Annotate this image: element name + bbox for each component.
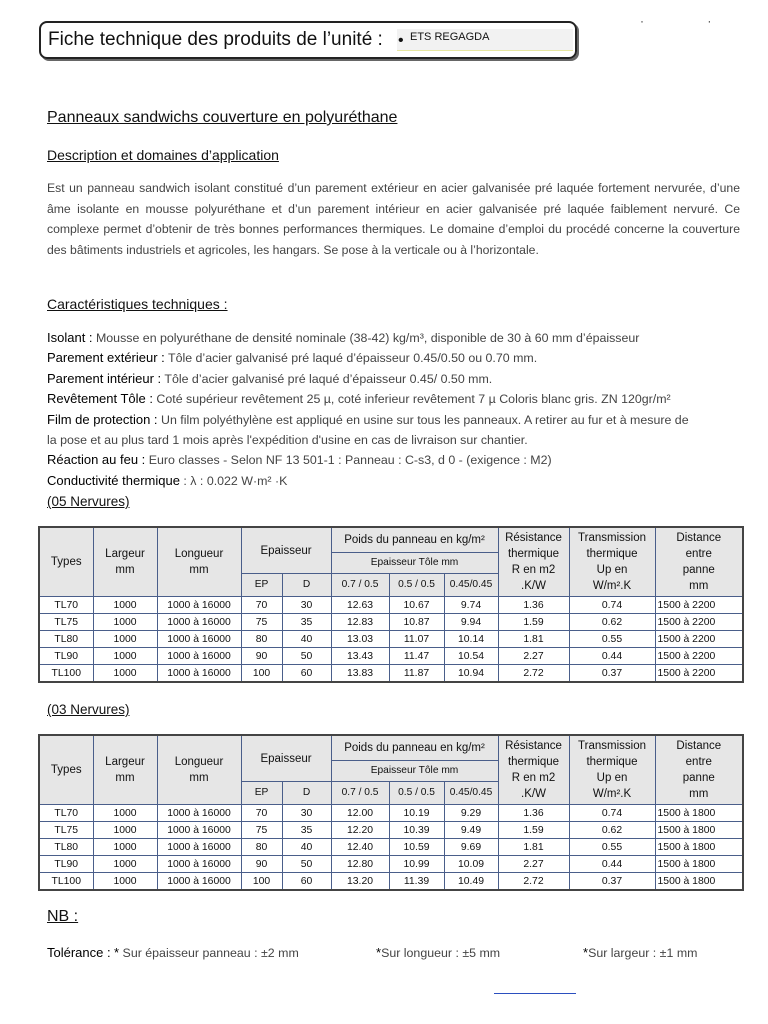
header-resistance-l1: Résistance: [505, 740, 562, 752]
header-d: D: [282, 574, 331, 597]
spec-label: Isolant :: [47, 330, 93, 345]
cell-type: TL70: [39, 597, 93, 614]
cell-distance: 1500 à 2200: [655, 648, 743, 665]
cell-ep: 100: [241, 665, 282, 683]
header-types: Types: [39, 735, 93, 805]
cell-type: TL80: [39, 839, 93, 856]
cell-longueur: 1000 à 16000: [157, 873, 241, 891]
star-icon: *: [376, 945, 382, 960]
cell-ep: 70: [241, 597, 282, 614]
cell-resistance: 1.59: [498, 614, 569, 631]
header-resistance-l4: .K/W: [521, 580, 546, 592]
cell-longueur: 1000 à 16000: [157, 805, 241, 822]
header-resistance: [498, 527, 569, 597]
header-transmission-l1: Transmission: [578, 740, 646, 752]
cell-d: 60: [282, 665, 331, 683]
header-epaisseur: Epaisseur: [241, 527, 331, 574]
header-resistance: [498, 735, 569, 805]
cell-poids-t1: 12.20: [331, 822, 389, 839]
cell-transmission: 0.74: [569, 805, 655, 822]
spec-value: Un film polyéthylène est appliqué en usine sur tous les panneaux. A retirer au fur et à mesure de: [157, 412, 689, 427]
header-transmission: [569, 735, 655, 805]
spec-value: Coté supérieur revêtement 25 µ, coté inferieur revêtement 7 µ Coloris blanc gris. ZN 120gr/m²: [152, 392, 671, 407]
cell-transmission: 0.44: [569, 856, 655, 873]
cell-longueur: 1000 à 16000: [157, 614, 241, 631]
cell-distance: 1500 à 2200: [655, 665, 743, 683]
header-resistance-l4: .K/W: [521, 788, 546, 800]
cell-type: TL100: [39, 665, 93, 683]
cell-ep: 80: [241, 839, 282, 856]
header-longueur-unit: mm: [189, 772, 209, 784]
cell-d: 30: [282, 805, 331, 822]
cell-distance: 1500 à 1800: [655, 873, 743, 891]
spec-value: Euro classes - Selon NF 13 501-1 : Panneau : C-s3, d 0 - (exigence : M2): [145, 453, 552, 468]
cell-d: 50: [282, 648, 331, 665]
spec-value: : λ : 0.022 W·m² ·K: [179, 473, 288, 488]
cell-poids-t1: 13.03: [331, 631, 389, 648]
description-text: Est un panneau sandwich isolant constitué d’un parement extérieur en acier galvanisée pré laquée fortement nervurée, d’une âme isolante en mousse polyuréthane et d’un parement intérieur en acier galvanisée pré laquée faiblement nervuré. Ce complexe permet d’obtenir de très bonnes performances thermiques. Le domaine d’emploi du procédé concerne la couverture des bâtiments industriels et agricoles, les hangars. Se pose à la verticale ou à l’horizontale.: [47, 181, 740, 257]
cell-ep: 75: [241, 614, 282, 631]
cell-poids-t2: 10.67: [389, 597, 444, 614]
header-resistance-l1: Résistance: [505, 532, 562, 544]
table-row: [39, 631, 743, 648]
spec-label: Conductivité thermique: [47, 472, 180, 488]
cell-poids-t3: 9.94: [444, 614, 498, 631]
page-title: Fiche technique des produits de l’unité :: [48, 29, 383, 50]
cell-transmission: 0.55: [569, 839, 655, 856]
cell-resistance: 1.59: [498, 822, 569, 839]
star-icon: *: [583, 945, 589, 960]
cell-resistance: 1.81: [498, 839, 569, 856]
cell-longueur: 1000 à 16000: [157, 822, 241, 839]
cell-type: TL70: [39, 805, 93, 822]
cell-largeur: 1000: [93, 805, 157, 822]
header-distance: [655, 527, 743, 597]
cell-poids-t1: 13.83: [331, 665, 389, 683]
cell-poids-t1: 13.20: [331, 873, 389, 891]
header-box: [39, 21, 577, 59]
spec-label: Parement intérieur :: [47, 370, 162, 386]
cell-poids-t1: 12.83: [331, 614, 389, 631]
cell-poids-t2: 11.39: [389, 873, 444, 891]
header-resistance-l2: thermique: [507, 548, 560, 560]
cell-poids-t2: 10.99: [389, 856, 444, 873]
cell-largeur: 1000: [93, 597, 157, 614]
header-resistance-l2: thermique: [507, 756, 560, 768]
cell-transmission: 0.37: [569, 665, 655, 683]
table-row: [39, 648, 743, 665]
cell-poids-t3: 10.94: [444, 665, 498, 683]
table-title-03: (03 Nervures): [47, 702, 130, 717]
cell-poids-t2: 11.47: [389, 648, 444, 665]
cell-resistance: 1.81: [498, 631, 569, 648]
cell-distance: 1500 à 2200: [655, 631, 743, 648]
spec-value: Tôle d’acier galvanisé pré laqué d’épaisseur 0.45/ 0.50 mm.: [161, 371, 493, 386]
header-largeur: [93, 735, 157, 805]
spec-film-protection-cont: [47, 430, 747, 450]
cell-d: 60: [282, 873, 331, 891]
header-largeur-unit: mm: [115, 564, 135, 576]
spec-conductivite: [47, 471, 747, 491]
cell-resistance: 2.72: [498, 665, 569, 683]
header-distance-l2: entre: [685, 756, 712, 768]
top-dots: · ·: [640, 14, 742, 28]
spec-label: Revêtement Tôle :: [47, 391, 153, 407]
cell-type: TL75: [39, 614, 93, 631]
cell-longueur: 1000 à 16000: [157, 856, 241, 873]
tolerance-epaisseur-text: Sur épaisseur panneau : ±2 mm: [119, 946, 299, 960]
cell-transmission: 0.62: [569, 614, 655, 631]
cell-d: 50: [282, 856, 331, 873]
cell-ep: 90: [241, 856, 282, 873]
header-epaisseur-tole: Epaisseur Tôle mm: [331, 761, 498, 782]
cell-transmission: 0.37: [569, 873, 655, 891]
cell-distance: 1500 à 1800: [655, 822, 743, 839]
spec-label: Parement extérieur :: [47, 350, 165, 366]
cell-poids-t3: 9.74: [444, 597, 498, 614]
header-largeur-label: Largeur: [105, 756, 145, 768]
cell-type: TL90: [39, 856, 93, 873]
header-transmission-l2: thermique: [586, 548, 638, 560]
table-row: [39, 665, 743, 683]
header-types: Types: [39, 527, 93, 597]
header-longueur: [157, 735, 241, 805]
header-resistance-l3: R en m2: [511, 564, 556, 576]
bullet-icon: •: [398, 32, 404, 49]
spec-film-protection: [47, 410, 747, 430]
header-d: D: [282, 782, 331, 805]
header-longueur-label: Longueur: [174, 548, 224, 560]
cell-type: TL75: [39, 822, 93, 839]
bottom-divider: [494, 993, 576, 994]
spec-revetement-tole: [47, 389, 747, 409]
cell-poids-t2: 10.59: [389, 839, 444, 856]
cell-longueur: 1000 à 16000: [157, 597, 241, 614]
cell-ep: 80: [241, 631, 282, 648]
cell-d: 40: [282, 839, 331, 856]
cell-ep: 90: [241, 648, 282, 665]
header-ep: EP: [241, 574, 282, 597]
cell-type: TL100: [39, 873, 93, 891]
header-distance: [655, 735, 743, 805]
cell-largeur: 1000: [93, 839, 157, 856]
header-transmission-l1: Transmission: [578, 532, 646, 544]
header-longueur-unit: mm: [189, 564, 209, 576]
characteristics-list: [47, 328, 747, 491]
cell-poids-t2: 10.87: [389, 614, 444, 631]
star-icon: *: [114, 945, 120, 960]
spec-label: Film de protection :: [47, 411, 158, 427]
cell-largeur: 1000: [93, 856, 157, 873]
table-title-05: (05 Nervures): [47, 494, 130, 509]
cell-longueur: 1000 à 16000: [157, 648, 241, 665]
nb-heading: NB :: [47, 908, 79, 925]
cell-type: TL90: [39, 648, 93, 665]
header-distance-l3: panne: [682, 564, 715, 576]
cell-distance: 1500 à 2200: [655, 614, 743, 631]
cell-largeur: 1000: [93, 614, 157, 631]
tolerance-label: Tolérance :: [47, 945, 111, 960]
description-heading: Description et domaines d’application: [47, 147, 279, 163]
cell-poids-t3: 9.49: [444, 822, 498, 839]
tolerance-longueur: [376, 945, 500, 960]
header-transmission-l3: Up en: [596, 564, 628, 576]
cell-resistance: 2.72: [498, 873, 569, 891]
cell-poids-t2: 10.19: [389, 805, 444, 822]
table-row: [39, 614, 743, 631]
header-tole-1: 0.7 / 0.5: [331, 574, 389, 597]
cell-poids-t2: 11.07: [389, 631, 444, 648]
cell-largeur: 1000: [93, 822, 157, 839]
cell-poids-t1: 12.00: [331, 805, 389, 822]
header-poids: Poids du panneau en kg/m²: [331, 527, 498, 553]
tolerance-longueur-text: Sur longueur : ±5 mm: [381, 946, 501, 960]
cell-ep: 100: [241, 873, 282, 891]
header-transmission-l4: W/m².K: [592, 580, 632, 592]
header-poids: Poids du panneau en kg/m²: [331, 735, 498, 761]
header-largeur-unit: mm: [115, 772, 135, 784]
table-row: [39, 822, 743, 839]
cell-ep: 75: [241, 822, 282, 839]
tolerance-epaisseur: [47, 945, 299, 960]
cell-poids-t3: 10.49: [444, 873, 498, 891]
cell-largeur: 1000: [93, 631, 157, 648]
cell-poids-t3: 10.14: [444, 631, 498, 648]
spec-reaction-feu: [47, 450, 747, 470]
cell-longueur: 1000 à 16000: [157, 665, 241, 683]
header-distance-l1: Distance: [676, 740, 722, 752]
table-row: [39, 856, 743, 873]
header-resistance-l3: R en m2: [511, 772, 556, 784]
tolerance-largeur: [583, 945, 697, 960]
header-ep: EP: [241, 782, 282, 805]
header-distance-l1: Distance: [676, 532, 722, 544]
spec-value: Mousse en polyuréthane de densité nominale (38-42) kg/m³, disponible de 30 à 60 mm d’épaisseur: [92, 331, 640, 345]
table-row: [39, 805, 743, 822]
header-tole-3: 0.45/0.45: [444, 782, 498, 805]
cell-type: TL80: [39, 631, 93, 648]
header-distance-l4: mm: [689, 580, 709, 592]
cell-transmission: 0.44: [569, 648, 655, 665]
cell-longueur: 1000 à 16000: [157, 839, 241, 856]
cell-poids-t1: 12.63: [331, 597, 389, 614]
cell-poids-t3: 10.09: [444, 856, 498, 873]
table-row: [39, 597, 743, 614]
spec-parement-exterieur: [47, 348, 747, 368]
cell-poids-t1: 13.43: [331, 648, 389, 665]
section-title: Panneaux sandwichs couverture en polyuréthane: [47, 109, 398, 126]
cell-largeur: 1000: [93, 665, 157, 683]
cell-resistance: 2.27: [498, 856, 569, 873]
cell-distance: 1500 à 2200: [655, 597, 743, 614]
header-distance-l3: panne: [682, 772, 715, 784]
cell-d: 40: [282, 631, 331, 648]
header-largeur: [93, 527, 157, 597]
cell-poids-t3: 9.69: [444, 839, 498, 856]
header-transmission-l4: W/m².K: [592, 788, 632, 800]
unit-name: ETS REGAGDA: [410, 31, 490, 43]
tolerance-largeur-text: Sur largeur : ±1 mm: [588, 946, 698, 960]
table-row: [39, 839, 743, 856]
spec-value: Tôle d’acier galvanisé pré laqué d’épaisseur 0.45/0.50 ou 0.70 mm.: [164, 351, 538, 366]
header-tole-3: 0.45/0.45: [444, 574, 498, 597]
header-distance-l2: entre: [685, 548, 712, 560]
header-longueur-label: Longueur: [174, 756, 224, 768]
header-tole-2: 0.5 / 0.5: [389, 782, 444, 805]
header-tole-2: 0.5 / 0.5: [389, 574, 444, 597]
cell-poids-t3: 10.54: [444, 648, 498, 665]
cell-d: 30: [282, 597, 331, 614]
header-longueur: [157, 527, 241, 597]
cell-distance: 1500 à 1800: [655, 856, 743, 873]
spec-label: Réaction au feu :: [47, 452, 146, 468]
cell-poids-t2: 11.87: [389, 665, 444, 683]
spec-isolant: [47, 328, 747, 348]
cell-resistance: 1.36: [498, 805, 569, 822]
cell-poids-t1: 12.80: [331, 856, 389, 873]
cell-resistance: 2.27: [498, 648, 569, 665]
cell-poids-t3: 9.29: [444, 805, 498, 822]
cell-distance: 1500 à 1800: [655, 805, 743, 822]
spec-table-05-nervures: [38, 526, 744, 683]
cell-poids-t1: 12.40: [331, 839, 389, 856]
spec-table-03-nervures: [38, 734, 744, 891]
cell-longueur: 1000 à 16000: [157, 631, 241, 648]
cell-poids-t2: 10.39: [389, 822, 444, 839]
cell-ep: 70: [241, 805, 282, 822]
header-epaisseur: Epaisseur: [241, 735, 331, 782]
characteristics-heading: Caractéristiques techniques :: [47, 296, 228, 312]
cell-distance: 1500 à 1800: [655, 839, 743, 856]
header-transmission-l3: Up en: [596, 772, 628, 784]
cell-largeur: 1000: [93, 873, 157, 891]
unit-name-field[interactable]: [397, 29, 573, 51]
header-distance-l4: mm: [689, 788, 709, 800]
cell-largeur: 1000: [93, 648, 157, 665]
spec-value: la pose et au plus tard 1 mois après l'expédition d'usine en cas de livraison sur chantier.: [47, 433, 528, 448]
cell-d: 35: [282, 822, 331, 839]
header-epaisseur-tole: Epaisseur Tôle mm: [331, 553, 498, 574]
cell-transmission: 0.74: [569, 597, 655, 614]
cell-resistance: 1.36: [498, 597, 569, 614]
header-transmission-l2: thermique: [586, 756, 638, 768]
spec-parement-interieur: [47, 369, 747, 389]
cell-d: 35: [282, 614, 331, 631]
cell-transmission: 0.55: [569, 631, 655, 648]
table-row: [39, 873, 743, 891]
header-tole-1: 0.7 / 0.5: [331, 782, 389, 805]
cell-transmission: 0.62: [569, 822, 655, 839]
header-largeur-label: Largeur: [105, 548, 145, 560]
header-transmission: [569, 527, 655, 597]
